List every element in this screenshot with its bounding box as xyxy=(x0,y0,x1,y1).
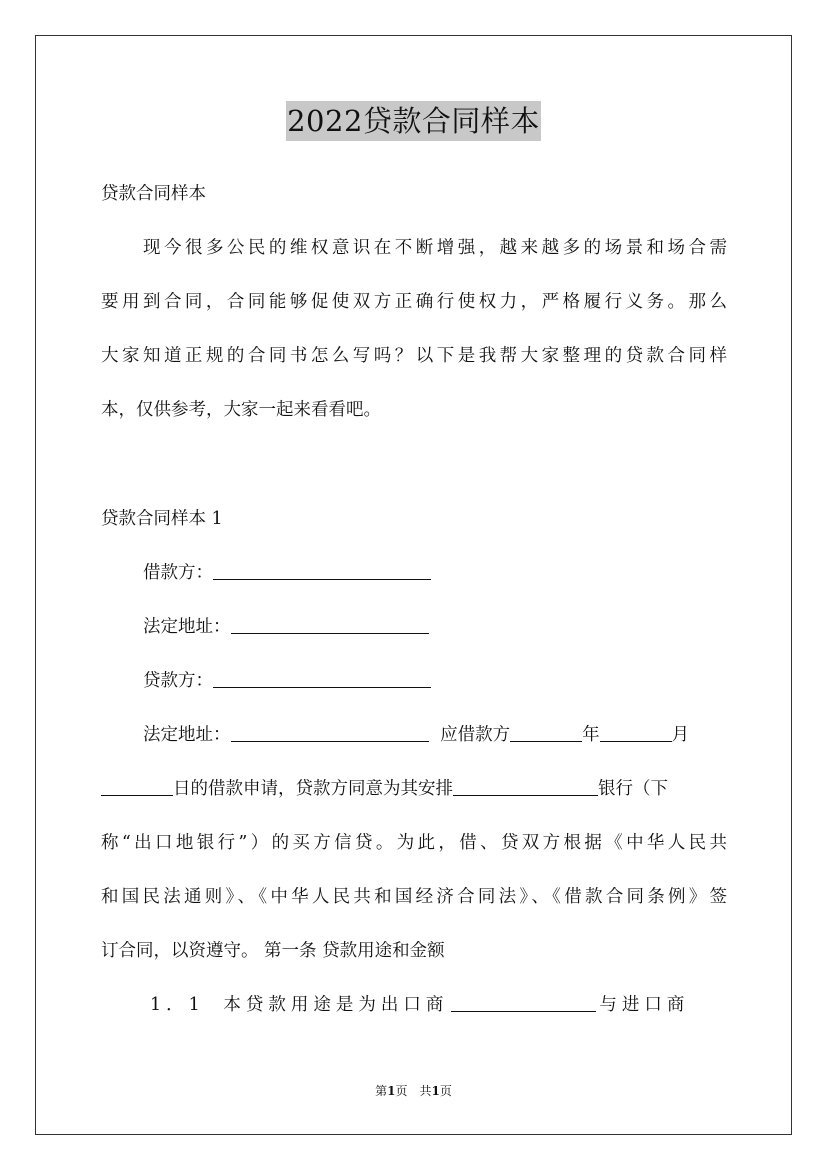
clause-text-b: 与进口商 xyxy=(599,995,690,1015)
footer-total-pages: 1 xyxy=(431,1084,440,1098)
body-line-5: 订合同，以资遵守。 第一条 贷款用途和金额 xyxy=(101,941,445,961)
day-blank xyxy=(101,794,173,796)
year-text: 年 xyxy=(582,725,600,745)
footer-middle: 页 共 xyxy=(395,1084,432,1098)
footer-page-number: 1 xyxy=(387,1084,396,1098)
body-line-4: 和国民法通则》、《中华人民共和国经济合同法》、《借款合同条例》签 xyxy=(101,887,727,907)
body-line-2 xyxy=(101,775,727,803)
borrower-field xyxy=(143,559,727,587)
apply-text: 应借款方 xyxy=(440,725,511,745)
document-title: 2022贷款合同样本 xyxy=(286,101,541,141)
year-blank xyxy=(510,740,582,742)
lender-field xyxy=(143,667,727,695)
borrower-label: 借款方： xyxy=(143,563,213,583)
intro-line-4: 本，仅供参考，大家一起来看看吧。 xyxy=(101,400,381,420)
lender-blank xyxy=(213,686,431,688)
clause-number: 1．1 xyxy=(150,995,205,1015)
page-footer xyxy=(0,1083,827,1099)
borrower-address-blank xyxy=(231,632,429,634)
intro-line-2: 要用到合同，合同能够促使双方正确行使权力，严格履行义务。那么 xyxy=(101,292,727,312)
intro-line-1: 现今很多公民的维权意识在不断增强，越来越多的场景和场合需 xyxy=(143,238,727,258)
lender-label: 贷款方： xyxy=(143,671,213,691)
exporter-blank xyxy=(451,1010,596,1012)
clause-1-1 xyxy=(150,991,727,1019)
borrower-address-field xyxy=(143,613,727,641)
clause-text-a: 本贷款用途是为出口商 xyxy=(223,995,449,1015)
section-title: 贷款合同样本 1 xyxy=(101,509,223,529)
heading: 贷款合同样本 xyxy=(101,184,206,204)
title-container xyxy=(0,101,827,141)
footer-prefix: 第 xyxy=(375,1084,388,1098)
body-line-3: 称“出口地银行”）的买方信贷。为此，借、贷双方根据《中华人民共 xyxy=(101,833,727,853)
borrower-blank xyxy=(213,578,431,580)
lender-address-label: 法定地址： xyxy=(143,725,231,745)
intro-line-3: 大家知道正规的合同书怎么写吗？以下是我帮大家整理的贷款合同样 xyxy=(101,346,727,366)
day-text: 日的借款申请，贷款方同意为其安排 xyxy=(173,779,453,799)
borrower-address-label: 法定地址： xyxy=(143,617,231,637)
month-blank xyxy=(600,740,672,742)
month-text: 月 xyxy=(671,725,690,745)
footer-suffix: 页 xyxy=(439,1084,452,1098)
lender-address-blank xyxy=(231,740,429,742)
bank-text: 银行（下 xyxy=(598,779,668,799)
lender-address-field xyxy=(143,721,727,749)
bank-blank xyxy=(453,794,598,796)
